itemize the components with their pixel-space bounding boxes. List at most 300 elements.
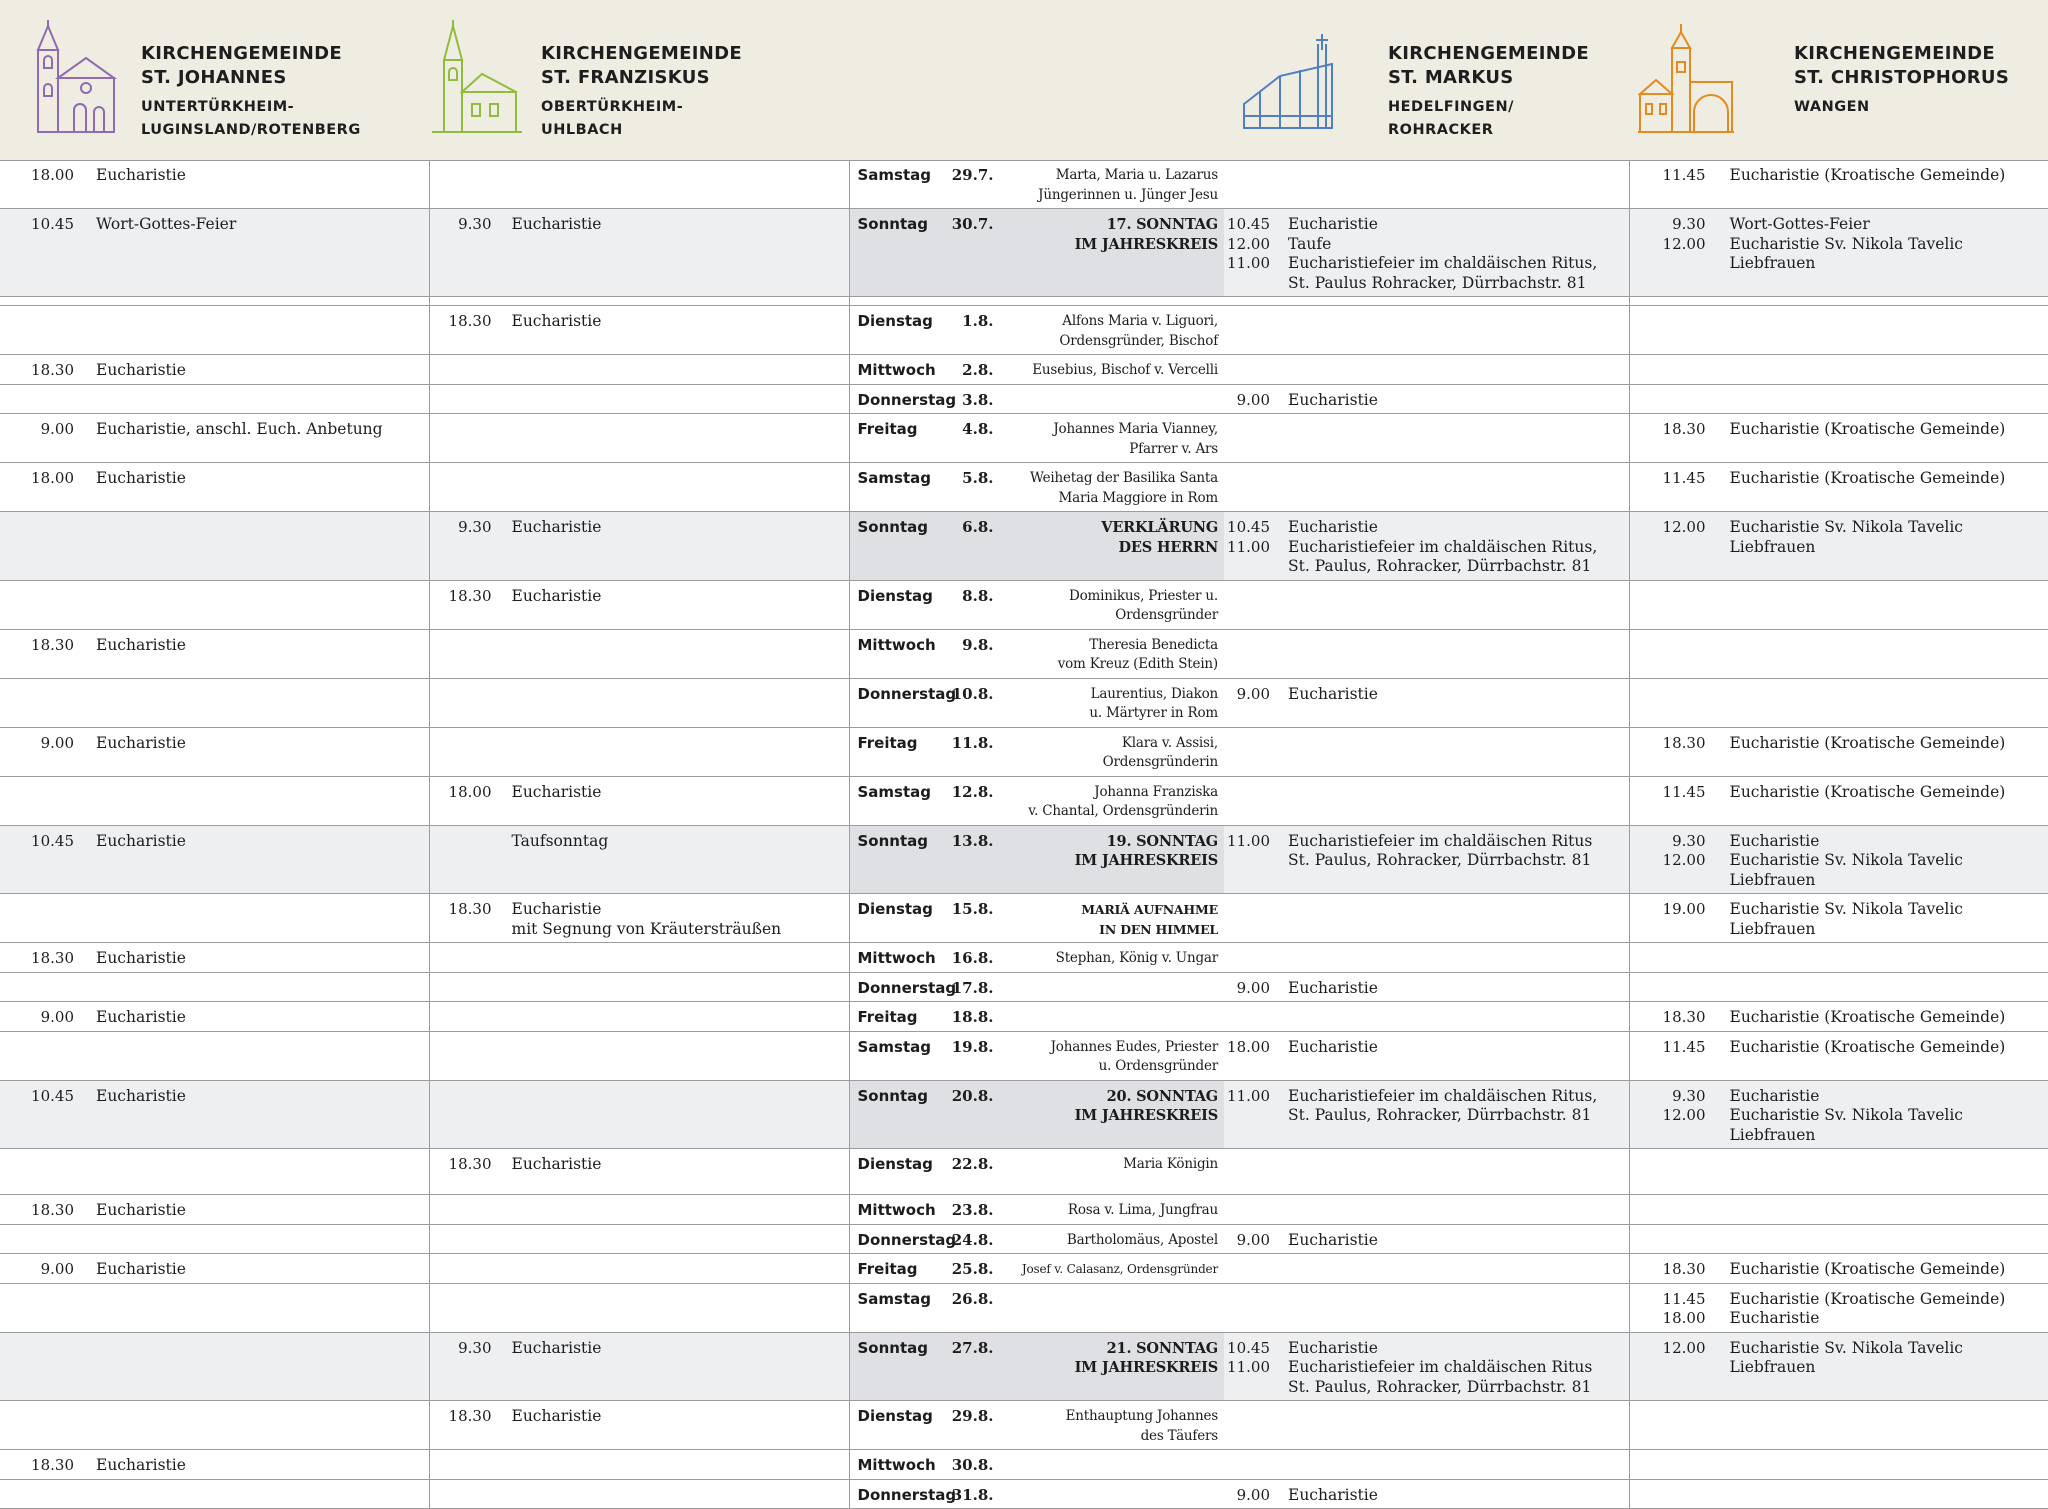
service-description: Eucharistiefeier im chaldäischen Ritus, St. Paulus, Rohracker, Dürrbachstr. 81 [1288, 538, 1629, 577]
services-markus [1224, 1479, 1629, 1509]
feast-day: VERKLÄRUNG DES HERRN [994, 518, 1219, 557]
day-cell [849, 414, 1224, 463]
service-entry [1630, 420, 2048, 440]
services-markus [1224, 1031, 1629, 1080]
services-johannes [0, 1224, 429, 1254]
services-markus [1224, 972, 1629, 1002]
day-cell [849, 580, 1224, 629]
service-description: Eucharistie [96, 166, 429, 186]
service-description: Eucharistie (Kroatische Gemeinde) [1730, 420, 2048, 440]
schedule-row [0, 972, 2048, 1002]
services-markus [1224, 160, 1629, 209]
schedule-row [0, 943, 2048, 973]
date: 17.8. [950, 979, 994, 999]
service-description: Eucharistie (Kroatische Gemeinde) [1730, 1260, 2048, 1280]
service-time: 11.45 [1630, 1290, 1730, 1310]
day-cell [849, 160, 1224, 209]
date: 9.8. [950, 636, 994, 675]
date: 8.8. [950, 587, 994, 626]
service-entry [430, 832, 849, 852]
schedule-body [0, 160, 2048, 1509]
schedule-row [0, 463, 2048, 512]
schedule-row [0, 1332, 2048, 1401]
parish-title-line2: ST. MARKUS [1388, 66, 1589, 90]
service-entry [430, 518, 849, 538]
service-description: Eucharistie Sv. Nikola Tavelic Liebfrauen [1730, 851, 2048, 890]
services-markus [1224, 355, 1629, 385]
services-johannes [0, 1479, 429, 1509]
services-johannes [0, 972, 429, 1002]
service-time: 18.30 [430, 1155, 512, 1175]
feast-day: Theresia Benedicta vom Kreuz (Edith Stein) [994, 636, 1219, 675]
weekday: Dienstag [858, 1155, 950, 1175]
date: 18.8. [950, 1008, 994, 1028]
date: 23.8. [950, 1201, 994, 1221]
day-cell [849, 1450, 1224, 1480]
services-christophorus [1629, 384, 2048, 414]
services-franziskus [429, 384, 849, 414]
weekday: Mittwoch [858, 1456, 950, 1476]
services-johannes [0, 512, 429, 581]
schedule-row [0, 1401, 2048, 1450]
feast-day: Johannes Maria Vianney, Pfarrer v. Ars [994, 420, 1219, 459]
service-time: 18.30 [1630, 1008, 1730, 1028]
service-time: 9.30 [1630, 215, 1730, 235]
service-description: Eucharistie [512, 587, 849, 607]
weekday: Mittwoch [858, 361, 950, 381]
service-time: 12.00 [1630, 518, 1730, 557]
services-markus [1224, 1332, 1629, 1401]
service-description: Wort-Gottes-Feier [1730, 215, 2048, 235]
parish-location-line2: UHLBACH [541, 119, 683, 142]
service-entry [1224, 538, 1629, 577]
weekday: Dienstag [858, 587, 950, 626]
service-description: Eucharistie Sv. Nikola Tavelic Liebfrauen [1730, 1339, 2048, 1378]
day-cell [849, 1031, 1224, 1080]
services-markus [1224, 1283, 1629, 1332]
service-description: Eucharistie [512, 1407, 849, 1427]
services-christophorus [1629, 825, 2048, 894]
service-entry [1224, 1231, 1629, 1251]
services-christophorus [1629, 1332, 2048, 1401]
service-entry [430, 312, 849, 332]
church-icon [30, 20, 120, 140]
schedule-row [0, 678, 2048, 727]
church-icon [1638, 20, 1734, 140]
service-description: Eucharistie [96, 361, 429, 381]
feast-day [994, 1290, 1219, 1310]
service-time [430, 832, 512, 852]
services-johannes [0, 629, 429, 678]
services-christophorus [1629, 1080, 2048, 1149]
service-entry [1630, 1339, 2048, 1378]
service-description: Eucharistie [1730, 832, 2048, 852]
service-time: 10.45 [1224, 215, 1288, 235]
schedule-row [0, 209, 2048, 297]
service-description: Eucharistie (Kroatische Gemeinde) [1730, 783, 2048, 803]
service-entry [0, 636, 429, 656]
services-johannes [0, 1080, 429, 1149]
service-entry [1224, 1358, 1629, 1397]
services-franziskus [429, 580, 849, 629]
service-description: Eucharistie [96, 832, 429, 852]
service-description: Eucharistie mit Segnung von Kräutersträußen [512, 900, 849, 939]
service-time: 12.00 [1630, 1106, 1730, 1145]
service-entry [1630, 851, 2048, 890]
service-time: 18.30 [0, 1456, 96, 1476]
feast-day: Laurentius, Diakon u. Märtyrer in Rom [994, 685, 1219, 724]
feast-day [994, 1456, 1219, 1476]
service-time: 12.00 [1630, 851, 1730, 890]
services-franziskus [429, 943, 849, 973]
services-markus [1224, 678, 1629, 727]
weekday: Samstag [858, 1290, 950, 1310]
service-time: 9.30 [1630, 832, 1730, 852]
service-time: 9.00 [0, 1260, 96, 1280]
service-entry [1630, 166, 2048, 186]
day-cell [849, 894, 1224, 943]
service-description: Eucharistie (Kroatische Gemeinde) [1730, 734, 2048, 754]
service-entry [1630, 1309, 2048, 1329]
service-entry [1630, 1260, 2048, 1280]
date: 27.8. [950, 1339, 994, 1378]
services-johannes [0, 384, 429, 414]
schedule-row [0, 1224, 2048, 1254]
service-entry [0, 361, 429, 381]
service-time: 18.30 [1630, 1260, 1730, 1280]
service-entry [430, 900, 849, 939]
service-time: 9.30 [430, 518, 512, 538]
services-johannes [0, 1195, 429, 1225]
parish-title-line1: KIRCHENGEMEINDE [1388, 42, 1589, 66]
service-entry [1224, 1087, 1629, 1126]
services-johannes [0, 1283, 429, 1332]
weekday: Donnerstag [858, 1231, 950, 1251]
weekday: Sonntag [858, 832, 950, 871]
service-time: 18.00 [430, 783, 512, 803]
parish-location-line2: ROHRACKER [1388, 119, 1514, 142]
services-christophorus [1629, 1031, 2048, 1080]
service-time: 18.00 [0, 166, 96, 186]
service-entry [430, 587, 849, 607]
service-description: Eucharistie Sv. Nikola Tavelic Liebfrauen [1730, 900, 2048, 939]
weekday: Mittwoch [858, 1201, 950, 1221]
schedule-row [0, 894, 2048, 943]
gap-cell [429, 297, 849, 306]
services-franziskus [429, 1401, 849, 1450]
services-christophorus [1629, 160, 2048, 209]
service-entry [430, 1155, 849, 1175]
service-time: 9.00 [1224, 685, 1288, 705]
feast-day: Bartholomäus, Apostel [994, 1231, 1219, 1251]
schedule-row [0, 825, 2048, 894]
service-time: 10.45 [1224, 518, 1288, 538]
feast-day: Rosa v. Lima, Jungfrau [994, 1201, 1219, 1221]
service-time: 11.45 [1630, 166, 1730, 186]
services-johannes [0, 463, 429, 512]
service-description: Eucharistie [512, 518, 849, 538]
service-description: Eucharistie [1288, 391, 1629, 411]
service-time: 11.00 [1224, 832, 1288, 871]
gap-cell [1224, 297, 1629, 306]
service-description: Eucharistie (Kroatische Gemeinde) [1730, 1038, 2048, 1058]
parish-location-line1: UNTERTÜRKHEIM- [141, 96, 361, 119]
service-entry [1224, 979, 1629, 999]
service-entry [1224, 1038, 1629, 1058]
schedule-row [0, 580, 2048, 629]
weekday: Donnerstag [858, 1486, 950, 1506]
service-entry [0, 1008, 429, 1028]
feast-day: Eusebius, Bischof v. Vercelli [994, 361, 1219, 381]
day-cell [849, 1254, 1224, 1284]
services-christophorus [1629, 1450, 2048, 1480]
parish-title-line2: ST. FRANZISKUS [541, 66, 742, 90]
service-time: 11.45 [1630, 783, 1730, 803]
parish-title-line2: ST. CHRISTOPHORUS [1794, 66, 2009, 90]
service-time: 18.30 [1630, 420, 1730, 440]
service-time: 9.00 [1224, 1486, 1288, 1506]
service-entry [0, 1087, 429, 1107]
service-time: 11.45 [1630, 1038, 1730, 1058]
services-franziskus [429, 972, 849, 1002]
services-franziskus [429, 1149, 849, 1195]
service-entry [1224, 832, 1629, 871]
services-markus [1224, 1401, 1629, 1450]
service-time: 18.30 [0, 949, 96, 969]
feast-day: Johanna Franziska v. Chantal, Ordensgründerin [994, 783, 1219, 822]
service-time: 18.00 [1630, 1309, 1730, 1329]
feast-day: Dominikus, Priester u. Ordensgründer [994, 587, 1219, 626]
weekday: Dienstag [858, 900, 950, 939]
services-markus [1224, 1450, 1629, 1480]
schedule-row [0, 727, 2048, 776]
weekday: Freitag [858, 1008, 950, 1028]
schedule-gap-row [0, 297, 2048, 306]
date: 19.8. [950, 1038, 994, 1077]
date: 1.8. [950, 312, 994, 351]
service-time: 9.00 [1224, 979, 1288, 999]
service-description: Eucharistie [96, 469, 429, 489]
services-johannes [0, 1254, 429, 1284]
service-entry [1224, 254, 1629, 293]
services-johannes [0, 355, 429, 385]
service-time: 10.45 [0, 215, 96, 235]
services-christophorus [1629, 972, 2048, 1002]
date: 5.8. [950, 469, 994, 508]
service-time: 18.30 [0, 361, 96, 381]
weekday: Donnerstag [858, 979, 950, 999]
service-time: 11.00 [1224, 538, 1288, 577]
services-markus [1224, 776, 1629, 825]
services-christophorus [1629, 580, 2048, 629]
service-entry [0, 166, 429, 186]
service-entry [1630, 1290, 2048, 1310]
service-description: Taufe [1288, 235, 1629, 255]
service-time: 18.30 [430, 900, 512, 939]
feast-day [994, 1008, 1219, 1028]
schedule-row [0, 1195, 2048, 1225]
services-christophorus [1629, 678, 2048, 727]
service-entry [1630, 832, 2048, 852]
services-franziskus [429, 1283, 849, 1332]
feast-day: Klara v. Assisi, Ordensgründerin [994, 734, 1219, 773]
service-entry [1630, 1038, 2048, 1058]
date: 15.8. [950, 900, 994, 939]
service-description: Eucharistie [1288, 215, 1629, 235]
weekday: Samstag [858, 1038, 950, 1077]
date: 13.8. [950, 832, 994, 871]
feast-day: 17. SONNTAG IM JAHRESKREIS [994, 215, 1219, 254]
service-description: Eucharistiefeier im chaldäischen Ritus St. Paulus, Rohracker, Dürrbachstr. 81 [1288, 832, 1629, 871]
services-christophorus [1629, 1002, 2048, 1032]
weekday: Freitag [858, 1260, 950, 1280]
service-entry [1224, 1486, 1629, 1506]
day-cell [849, 1283, 1224, 1332]
services-markus [1224, 463, 1629, 512]
schedule-row [0, 1149, 2048, 1195]
services-markus [1224, 209, 1629, 297]
service-time: 18.30 [1630, 734, 1730, 754]
services-markus [1224, 1224, 1629, 1254]
services-franziskus [429, 1254, 849, 1284]
service-description: Eucharistie (Kroatische Gemeinde) [1730, 1008, 2048, 1028]
services-franziskus [429, 776, 849, 825]
service-description: Eucharistie [512, 215, 849, 235]
services-markus [1224, 512, 1629, 581]
services-franziskus [429, 1080, 849, 1149]
service-description: Eucharistie [512, 312, 849, 332]
service-description: Taufsonntag [512, 832, 849, 852]
services-franziskus [429, 306, 849, 355]
weekday: Sonntag [858, 215, 950, 254]
day-cell [849, 1224, 1224, 1254]
services-christophorus [1629, 512, 2048, 581]
service-entry [1630, 783, 2048, 803]
date: 22.8. [950, 1155, 994, 1175]
schedule-row [0, 160, 2048, 209]
service-time: 11.45 [1630, 469, 1730, 489]
service-entry [0, 1201, 429, 1221]
service-description: Eucharistie [1288, 1339, 1629, 1359]
services-christophorus [1629, 306, 2048, 355]
services-christophorus [1629, 209, 2048, 297]
parish-location-line1: WANGEN [1794, 96, 1870, 119]
services-franziskus [429, 1332, 849, 1401]
service-description: Eucharistiefeier im chaldäischen Ritus, St. Paulus, Rohracker, Dürrbachstr. 81 [1288, 1087, 1629, 1126]
schedule-row [0, 1479, 2048, 1509]
service-time: 9.30 [430, 215, 512, 235]
services-markus [1224, 1149, 1629, 1195]
services-franziskus [429, 894, 849, 943]
services-franziskus [429, 209, 849, 297]
services-johannes [0, 1149, 429, 1195]
services-markus [1224, 580, 1629, 629]
services-johannes [0, 825, 429, 894]
feast-day: Josef v. Calasanz, Ordensgründer [994, 1260, 1219, 1280]
services-christophorus [1629, 1479, 2048, 1509]
day-cell [849, 972, 1224, 1002]
service-time: 11.00 [1224, 1358, 1288, 1397]
service-description: Eucharistie [96, 1008, 429, 1028]
services-johannes [0, 1450, 429, 1480]
services-johannes [0, 894, 429, 943]
date: 29.8. [950, 1407, 994, 1446]
day-cell [849, 1401, 1224, 1450]
day-cell [849, 943, 1224, 973]
service-description: Eucharistie [1288, 1231, 1629, 1251]
day-cell [849, 629, 1224, 678]
services-christophorus [1629, 894, 2048, 943]
date: 30.7. [950, 215, 994, 254]
church-icon [432, 20, 522, 140]
services-franziskus [429, 1002, 849, 1032]
date: 11.8. [950, 734, 994, 773]
service-time: 9.00 [0, 1008, 96, 1028]
date: 3.8. [950, 391, 994, 411]
service-entry [1630, 469, 2048, 489]
parish-title-line1: KIRCHENGEMEINDE [1794, 42, 2009, 66]
service-description: Eucharistie (Kroatische Gemeinde) [1730, 1290, 2048, 1310]
services-johannes [0, 1332, 429, 1401]
services-markus [1224, 414, 1629, 463]
service-entry [1224, 685, 1629, 705]
services-franziskus [429, 825, 849, 894]
service-entry [1630, 215, 2048, 235]
weekday: Donnerstag [858, 391, 950, 411]
service-time: 9.00 [0, 420, 96, 440]
services-markus [1224, 825, 1629, 894]
service-time: 18.00 [0, 469, 96, 489]
date: 29.7. [950, 166, 994, 205]
service-description: Eucharistie Sv. Nikola Tavelic Liebfrauen [1730, 1106, 2048, 1145]
service-entry [0, 949, 429, 969]
weekday: Sonntag [858, 1087, 950, 1126]
services-franziskus [429, 414, 849, 463]
service-description: Eucharistie [1730, 1309, 2048, 1329]
service-entry [430, 1407, 849, 1427]
service-description: Eucharistie [1288, 979, 1629, 999]
service-description: Eucharistie [1730, 1087, 2048, 1107]
service-entry [430, 783, 849, 803]
schedule-row [0, 629, 2048, 678]
feast-day: Johannes Eudes, Priester u. Ordensgründer [994, 1038, 1219, 1077]
date: 25.8. [950, 1260, 994, 1280]
service-entry [1224, 391, 1629, 411]
parish-title-line1: KIRCHENGEMEINDE [541, 42, 742, 66]
parish-location-line1: OBERTÜRKHEIM- [541, 96, 683, 119]
services-christophorus [1629, 414, 2048, 463]
day-cell [849, 463, 1224, 512]
services-markus [1224, 727, 1629, 776]
schedule-row [0, 776, 2048, 825]
services-markus [1224, 943, 1629, 973]
service-entry [1630, 900, 2048, 939]
service-description: Eucharistie [96, 734, 429, 754]
day-cell [849, 384, 1224, 414]
service-entry [1630, 1087, 2048, 1107]
services-franziskus [429, 1450, 849, 1480]
services-christophorus [1629, 1149, 2048, 1195]
day-cell [849, 727, 1224, 776]
weekday: Samstag [858, 166, 950, 205]
church-icon [1240, 20, 1336, 140]
services-franziskus [429, 160, 849, 209]
service-description: Eucharistie Sv. Nikola Tavelic Liebfrauen [1730, 235, 2048, 274]
gap-cell [849, 297, 1224, 306]
parish-header [0, 0, 2048, 161]
service-description: Eucharistiefeier im chaldäischen Ritus St. Paulus, Rohracker, Dürrbachstr. 81 [1288, 1358, 1629, 1397]
service-time: 11.00 [1224, 254, 1288, 293]
